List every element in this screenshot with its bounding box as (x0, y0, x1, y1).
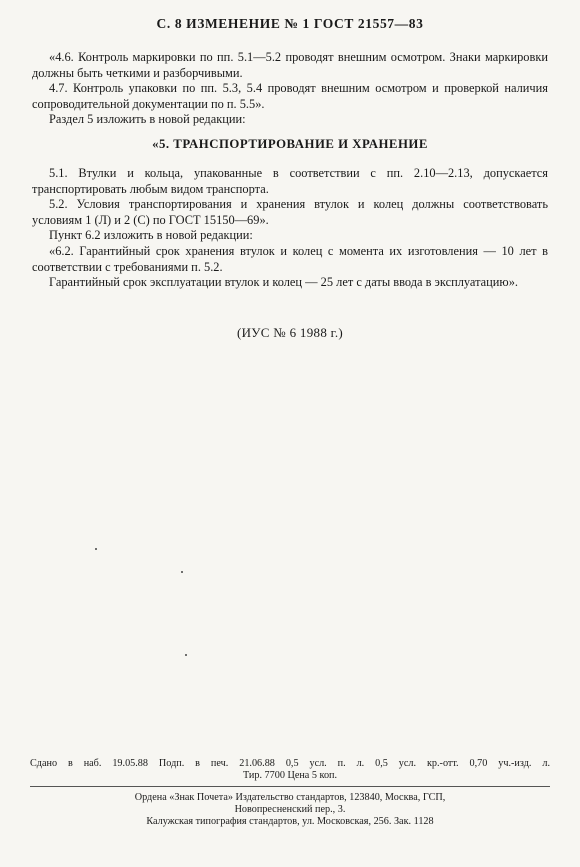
scan-speck (95, 548, 97, 550)
printer-line: Калужская типография стандартов, ул. Московская, 256. Зак. 1128 (146, 816, 434, 828)
ius-reference: (ИУС № 6 1988 г.) (236, 325, 344, 340)
publisher-line-2: Новопресненский пер., 3. (234, 804, 346, 816)
page-header: С. 8 ИЗМЕНЕНИЕ № 1 ГОСТ 21557—83 (156, 16, 424, 31)
footer-divider (30, 786, 550, 787)
paragraph-4-7: 4.7. Контроль упаковки по пп. 5.3, 5.4 проводят внешним осмотром и проверкой наличия сопроводительной документации по п. 5.5». (32, 81, 548, 111)
publisher-info (30, 792, 550, 829)
imprint-line-2: Тир. 7700 Цена 5 коп. (242, 770, 338, 781)
amendment-text-block-1 (32, 50, 548, 128)
print-imprint (30, 758, 550, 782)
amendment-text-block-2 (32, 166, 548, 291)
paragraph-4-6: «4.6. Контроль маркировки по пп. 5.1—5.2 проводят внешним осмотром. Знаки маркировки должны быть четкими и разборчивыми. (32, 50, 548, 80)
imprint-line-1: Сдано в наб. 19.05.88 Подп. в печ. 21.06.88 0,5 усл. п. л. 0,5 усл. кр.-отт. 0,70 уч.-изд. л. (30, 758, 550, 769)
section-title: «5. ТРАНСПОРТИРОВАНИЕ И ХРАНЕНИЕ (152, 137, 428, 151)
paragraph-5-2: 5.2. Условия транспортирования и хранения втулок и колец должны соответствовать условиям 1 (Л) и 2 (С) по ГОСТ 15150—69». (32, 197, 548, 227)
scan-speck (185, 654, 187, 656)
paragraph-5-1: 5.1. Втулки и кольца, упакованные в соответствии с пп. 2.10—2.13, допускается транспортировать любым видом транспорта. (32, 166, 548, 196)
paragraph-6-2: «6.2. Гарантийный срок хранения втулок и колец с момента их изготовления — 10 лет в соответствии с требованиями п. 5.2. (32, 243, 548, 274)
paragraph-6-2-note: Пункт 6.2 изложить в новой редакции: (49, 228, 253, 243)
paragraph-warranty: Гарантийный срок эксплуатации втулок и колец — 25 лет с даты ввода в эксплуатацию». (49, 275, 518, 290)
paragraph-section-5-note: Раздел 5 изложить в новой редакции: (49, 112, 246, 127)
scan-speck (181, 571, 183, 573)
publisher-line-1: Ордена «Знак Почета» Издательство стандартов, 123840, Москва, ГСП, (134, 792, 446, 803)
